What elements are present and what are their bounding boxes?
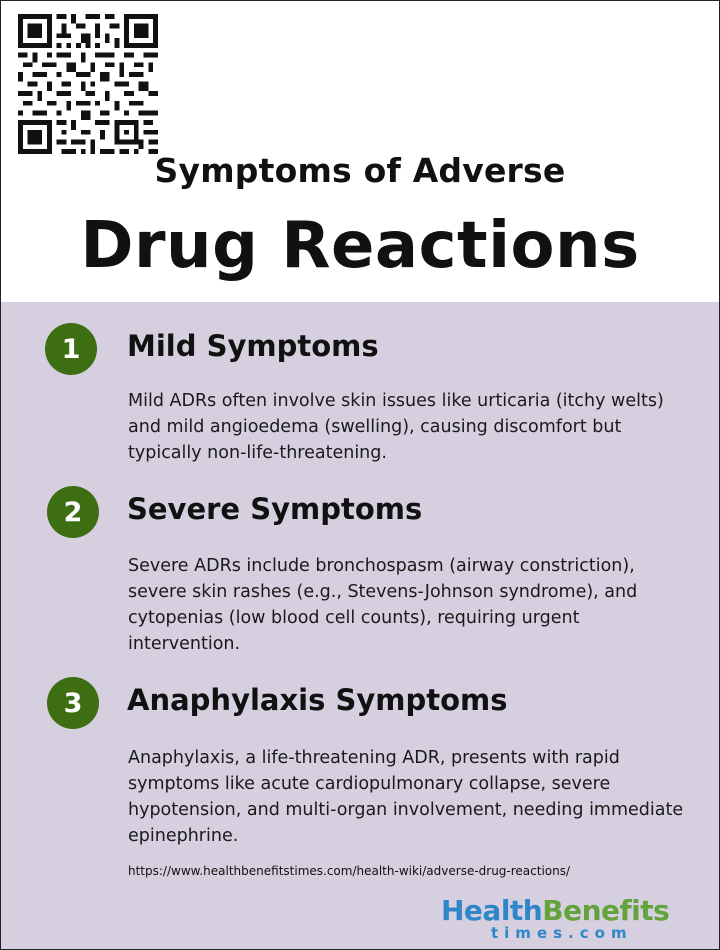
section-title: Anaphylaxis Symptoms bbox=[127, 683, 508, 717]
section-body: Severe ADRs include bronchospasm (airway constriction), severe skin rashes (e.g., Stevens-Johnson syndrome), and cytopenias (low blood cell counts), requiring urgent intervention. bbox=[128, 556, 638, 654]
section-body: Mild ADRs often involve skin issues like urticaria (itchy welts) and mild angioedema (swelling), causing discomfort but typically non-life-threatening. bbox=[128, 391, 664, 463]
logo-part-health: Health bbox=[441, 894, 543, 927]
subtitle: Symptoms of Adverse bbox=[154, 151, 566, 190]
section-title: Severe Symptoms bbox=[127, 492, 423, 526]
logo-wordmark bbox=[441, 894, 669, 927]
section-number-badge: 2 bbox=[47, 486, 99, 538]
section-number-badge: 1 bbox=[45, 323, 97, 375]
section-title: Mild Symptoms bbox=[127, 329, 379, 363]
brand-logo bbox=[441, 894, 673, 944]
logo-subtext: times.com bbox=[491, 924, 633, 942]
header-area bbox=[1, 1, 719, 302]
logo-part-benefits: Benefits bbox=[542, 894, 670, 927]
qr-code-icon bbox=[18, 14, 158, 154]
source-url[interactable]: https://www.healthbenefitstimes.com/health-wiki/adverse-drug-reactions/ bbox=[128, 864, 571, 878]
page-title: Drug Reactions bbox=[80, 209, 640, 283]
section-body: Anaphylaxis, a life-threatening ADR, presents with rapid symptoms like acute cardiopulmonary collapse, severe hypotension, and multi-organ involvement, needing immediate epinephrine. bbox=[128, 748, 684, 846]
section-number-badge: 3 bbox=[47, 677, 99, 729]
